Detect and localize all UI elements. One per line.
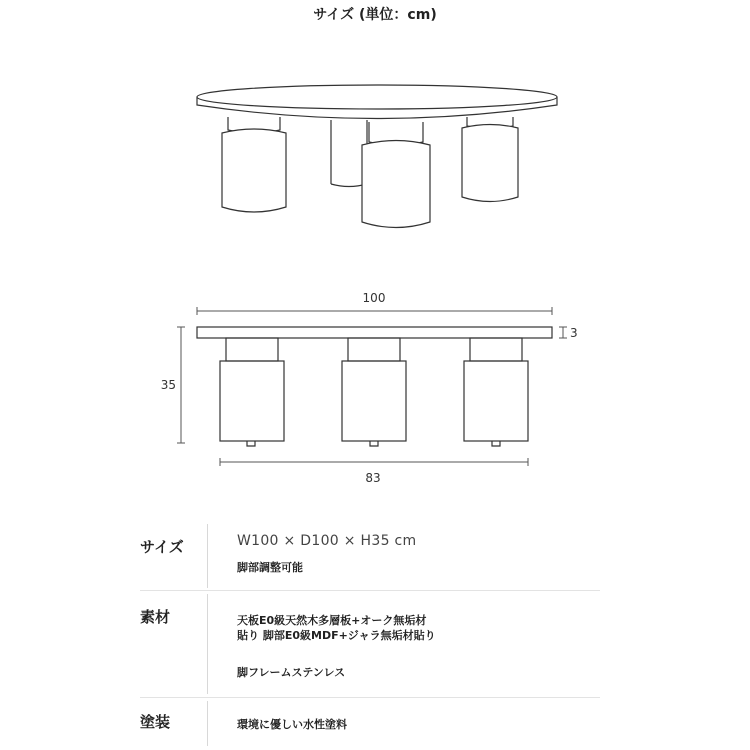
page-title: サイズ (単位：cm) [313, 7, 437, 23]
elevation-leg-1 [220, 338, 284, 446]
left-leg [222, 117, 286, 212]
dimension-lines [177, 307, 567, 466]
elevation-leg-2 [342, 338, 406, 446]
spec-label-finish: 塗装 [140, 713, 171, 731]
tabletop [197, 85, 557, 119]
column-divider [207, 524, 208, 588]
spec-row-finish [140, 701, 600, 746]
row-divider [140, 590, 600, 591]
table-side-elevation [197, 327, 552, 446]
spec-size-note: 脚部調整可能 [237, 561, 303, 574]
height-dimension-label: 35 [160, 378, 176, 392]
spec-size-value: W100 × D100 × H35 cm [237, 533, 417, 549]
leg-span-dimension-label: 83 [365, 471, 381, 485]
width-dimension-label: 100 [362, 291, 386, 305]
table-perspective-drawing [197, 85, 557, 228]
right-leg [462, 117, 518, 202]
elevation-tabletop [197, 327, 552, 338]
row-divider [140, 697, 600, 698]
front-leg [362, 122, 430, 228]
column-divider [207, 594, 208, 694]
spec-row-size [140, 524, 600, 588]
spec-material-line-1: 天板E0級天然木多層板+オーク無垢材 [237, 614, 427, 627]
elevation-leg-3 [464, 338, 528, 446]
spec-row-material [140, 594, 600, 694]
spec-finish-value: 環境に優しい水性塗料 [237, 718, 347, 731]
column-divider [207, 701, 208, 746]
spec-label-material: 素材 [140, 608, 171, 626]
spec-label-size: サイズ [140, 538, 184, 556]
top-thickness-dimension-label: 3 [570, 326, 578, 340]
spec-material-line-2: 貼り 脚部E0級MDF+ジャラ無垢材貼り [237, 629, 436, 642]
spec-material-line-3: 脚フレームステンレス [237, 666, 346, 679]
